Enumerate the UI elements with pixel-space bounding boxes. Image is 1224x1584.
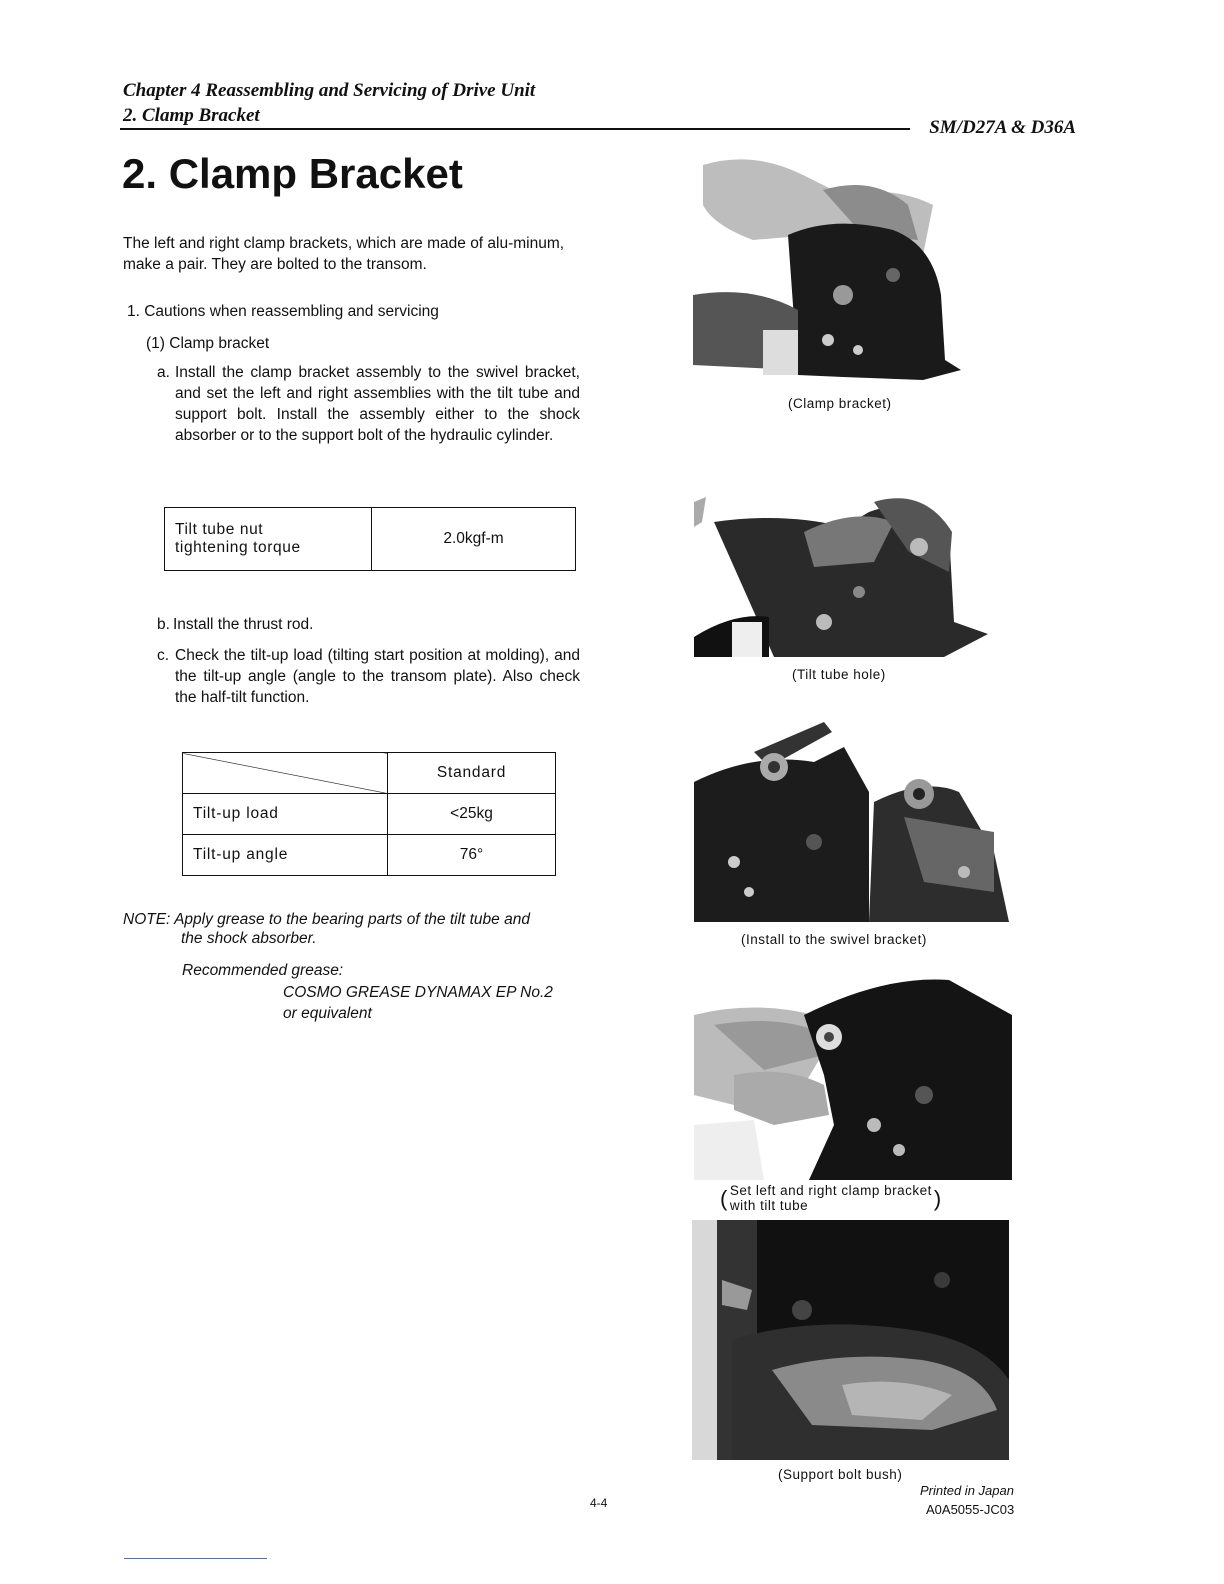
spec-row-label: Tilt-up load [183,794,388,835]
item-a-text: Install the clamp bracket assembly to the swivel bracket, and set the left and right assemblies with the tilt tube and support bolt. Install the assembly either to the shock absorber or to the support bolt of the hydraulic cylinder. [175,364,580,444]
clamp-bracket-subheading: (1) Clamp bracket [146,335,270,352]
recommended-grease-label: Recommended grease: [182,962,344,979]
header-rule [120,128,910,130]
item-b-marker: b. [157,616,170,633]
chapter-header: Chapter 4 Reassembling and Servicing of Drive Unit [123,80,536,101]
caption-tilt-tube-hole: (Tilt tube hole) [792,667,886,682]
caption-set-clamp-brackets [720,1183,942,1213]
recommended-grease-value [283,982,553,1024]
table-row [183,794,556,835]
document-code: A0A5055-JC03 [926,1502,1015,1517]
intro-paragraph: The left and right clamp brackets, which are made of alu-minum, make a pair. They are bolted to the transom. [123,235,565,273]
item-c-text: Check the tilt-up load (tilting start position at molding), and the tilt-up angle (angle to the transom plate). Also check the half-tilt function. [175,647,580,706]
spec-table-header: Standard [388,753,556,794]
caption-brace-open: ( [720,1185,728,1211]
caution-heading: 1. Cautions when reassembling and servicing [127,303,439,320]
caption-set-line1: Set left and right clamp bracket [729,1183,932,1198]
photo-install-swivel-bracket [694,722,1009,922]
note-line2: the shock absorber. [181,930,317,947]
torque-label-line1: Tilt tube nut [175,521,264,538]
page-number: 4-4 [590,1496,608,1510]
spec-table-corner [183,753,388,794]
item-b-text: Install the thrust rod. [173,616,314,633]
caption-brace-close: ) [933,1185,942,1211]
item-c [157,645,597,708]
tilt-spec-table [182,752,556,876]
note-line1: NOTE: Apply grease to the bearing parts of the tilt tube and [123,911,530,928]
spec-row-value: 76° [388,835,556,876]
model-header: SM/D27A & D36A [929,117,1076,138]
item-c-marker: c. [157,647,170,664]
item-a [157,362,597,446]
page-title: 2. Clamp Bracket [122,150,463,197]
item-b [157,614,313,635]
photo-clamp-bracket [693,145,961,388]
caption-clamp-bracket: (Clamp bracket) [788,396,892,411]
spec-row-value: <25kg [388,794,556,835]
footnote-rule [124,1558,267,1559]
torque-label-cell [165,508,372,571]
photo-set-clamp-brackets [694,975,1012,1180]
item-a-marker: a. [157,364,170,381]
photo-support-bolt-bush [692,1220,1009,1460]
caption-support-bolt-bush: (Support bolt bush) [778,1467,903,1482]
torque-label-line2: tightening torque [175,539,301,556]
grease-name: COSMO GREASE DYNAMAX EP No.2 [283,984,553,1001]
caption-install-swivel-bracket: (Install to the swivel bracket) [741,932,927,947]
printed-in-japan: Printed in Japan [920,1483,1014,1498]
photo-tilt-tube-hole [694,452,988,660]
torque-value: 2.0kgf-m [372,508,576,571]
torque-table [164,507,576,571]
section-header: 2. Clamp Bracket [123,105,260,126]
table-row [183,835,556,876]
grease-equivalent: or equivalent [283,1005,372,1022]
spec-row-label: Tilt-up angle [183,835,388,876]
caption-set-line2: with tilt tube [729,1198,809,1213]
